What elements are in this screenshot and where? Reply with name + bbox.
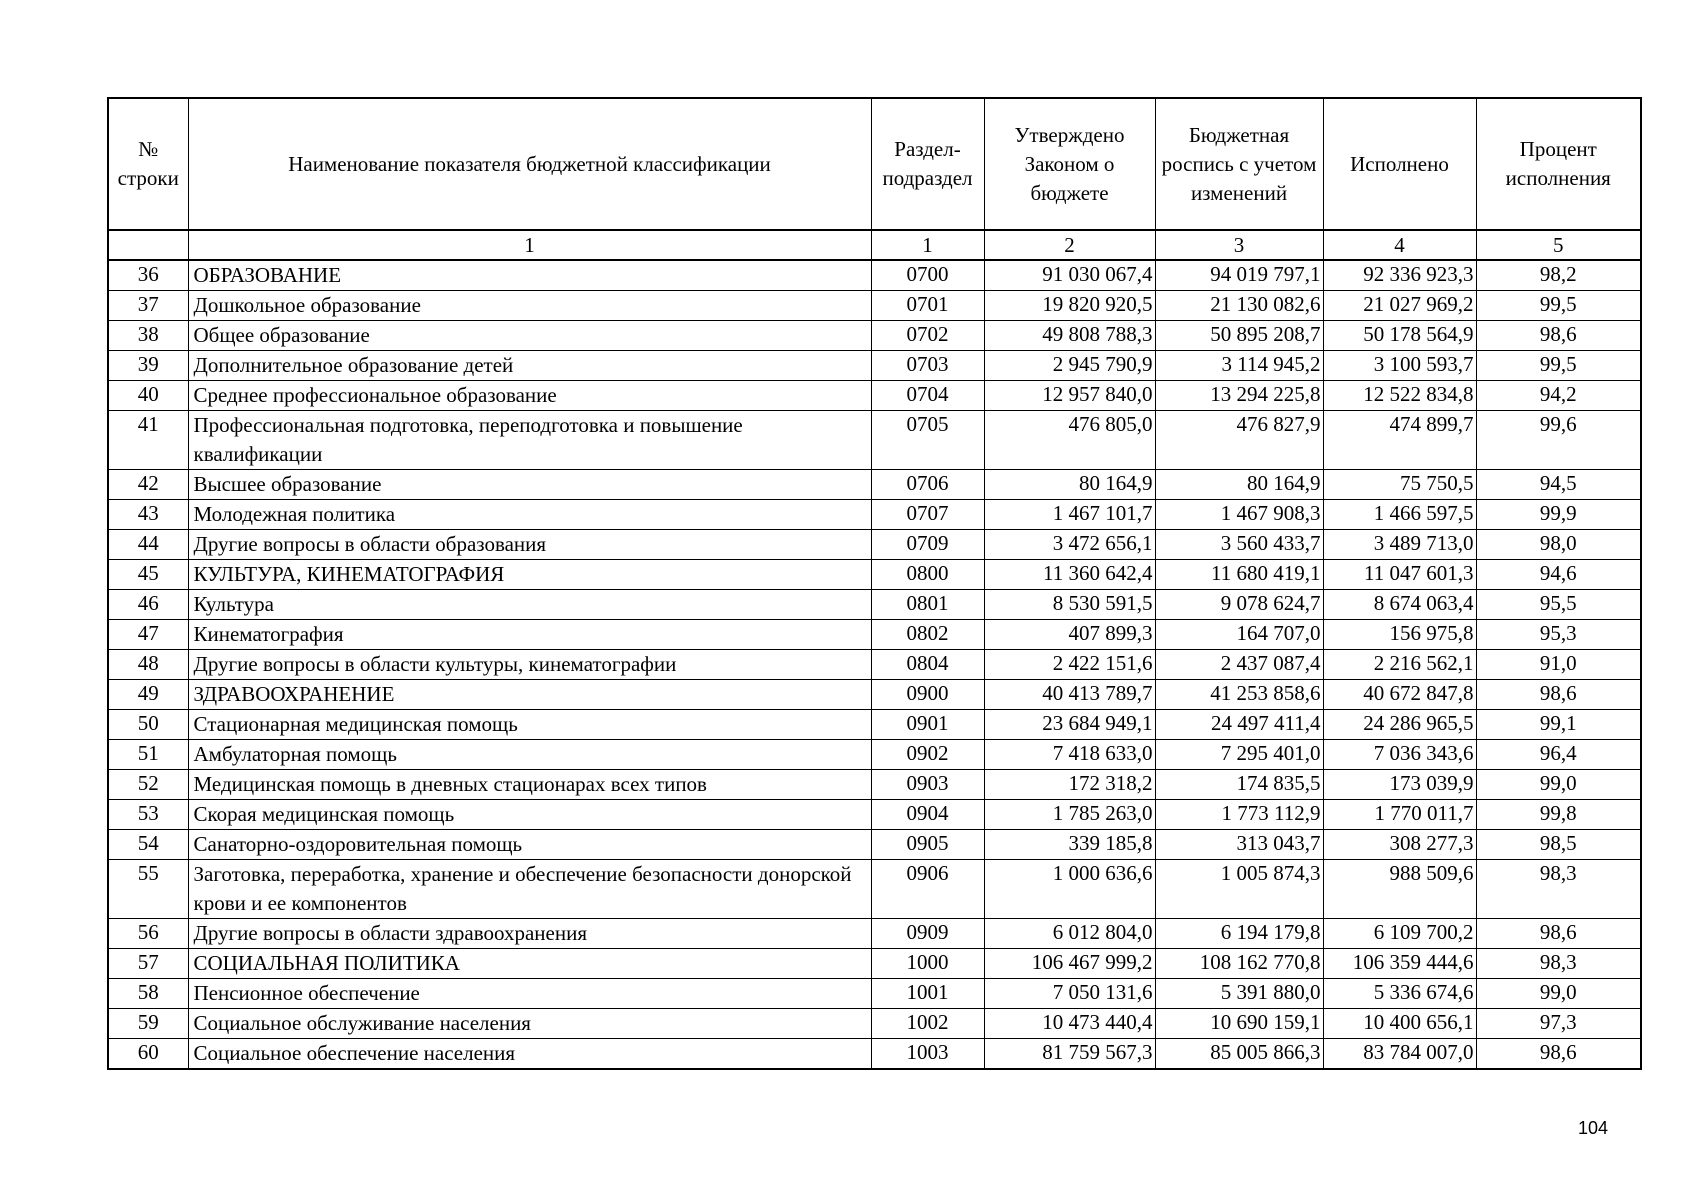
executed-amount: 1 770 011,7 — [1323, 800, 1476, 830]
table-row — [108, 979, 1641, 1009]
executed-amount: 75 750,5 — [1323, 470, 1476, 500]
row-number: 56 — [108, 919, 188, 949]
executed-amount: 2 216 562,1 — [1323, 650, 1476, 680]
indicator-name: Профессиональная подготовка, переподготовка и повышение квалификации — [188, 411, 871, 470]
execution-percent: 98,6 — [1476, 919, 1641, 949]
schedule-amount: 3 560 433,7 — [1155, 530, 1323, 560]
execution-percent: 94,2 — [1476, 381, 1641, 411]
table-row — [108, 411, 1641, 470]
section-code: 0902 — [871, 740, 984, 770]
indicator-name: Пенсионное обеспечение — [188, 979, 871, 1009]
row-number: 36 — [108, 260, 188, 291]
table-row — [108, 1039, 1641, 1070]
table-row — [108, 500, 1641, 530]
executed-amount: 988 509,6 — [1323, 860, 1476, 919]
row-number: 57 — [108, 949, 188, 979]
row-number: 39 — [108, 351, 188, 381]
table-row — [108, 919, 1641, 949]
table-row — [108, 860, 1641, 919]
indicator-name: Культура — [188, 590, 871, 620]
column-number: 1 — [188, 230, 871, 260]
executed-amount: 83 784 007,0 — [1323, 1039, 1476, 1070]
row-number: 54 — [108, 830, 188, 860]
column-number — [108, 230, 188, 260]
execution-percent: 98,5 — [1476, 830, 1641, 860]
row-number: 55 — [108, 860, 188, 919]
row-number: 59 — [108, 1009, 188, 1039]
table-row — [108, 470, 1641, 500]
table-row — [108, 351, 1641, 381]
header-section: Раздел-подраздел — [871, 98, 984, 230]
schedule-amount: 3 114 945,2 — [1155, 351, 1323, 381]
row-number: 52 — [108, 770, 188, 800]
approved-amount: 11 360 642,4 — [984, 560, 1155, 590]
executed-amount: 7 036 343,6 — [1323, 740, 1476, 770]
execution-percent: 99,5 — [1476, 351, 1641, 381]
table-row — [108, 291, 1641, 321]
schedule-amount: 5 391 880,0 — [1155, 979, 1323, 1009]
table-header — [108, 98, 1641, 260]
table-row — [108, 260, 1641, 291]
schedule-amount: 24 497 411,4 — [1155, 710, 1323, 740]
schedule-amount: 7 295 401,0 — [1155, 740, 1323, 770]
schedule-amount: 50 895 208,7 — [1155, 321, 1323, 351]
executed-amount: 308 277,3 — [1323, 830, 1476, 860]
row-number: 50 — [108, 710, 188, 740]
approved-amount: 49 808 788,3 — [984, 321, 1155, 351]
execution-percent: 99,8 — [1476, 800, 1641, 830]
indicator-name: Скорая медицинская помощь — [188, 800, 871, 830]
budget-table — [107, 97, 1642, 1070]
executed-amount: 474 899,7 — [1323, 411, 1476, 470]
approved-amount: 7 418 633,0 — [984, 740, 1155, 770]
schedule-amount: 85 005 866,3 — [1155, 1039, 1323, 1070]
approved-amount: 407 899,3 — [984, 620, 1155, 650]
approved-amount: 40 413 789,7 — [984, 680, 1155, 710]
indicator-name: Социальное обслуживание населения — [188, 1009, 871, 1039]
section-code: 0900 — [871, 680, 984, 710]
execution-percent: 95,5 — [1476, 590, 1641, 620]
header-percent: Процент исполнения — [1476, 98, 1641, 230]
row-number: 60 — [108, 1039, 188, 1070]
approved-amount: 19 820 920,5 — [984, 291, 1155, 321]
indicator-name: Молодежная политика — [188, 500, 871, 530]
column-number-row — [108, 230, 1641, 260]
table-row — [108, 560, 1641, 590]
execution-percent: 99,6 — [1476, 411, 1641, 470]
table-row — [108, 1009, 1641, 1039]
indicator-name: Кинематография — [188, 620, 871, 650]
execution-percent: 99,9 — [1476, 500, 1641, 530]
row-number: 46 — [108, 590, 188, 620]
indicator-name: Амбулаторная помощь — [188, 740, 871, 770]
schedule-amount: 41 253 858,6 — [1155, 680, 1323, 710]
approved-amount: 8 530 591,5 — [984, 590, 1155, 620]
approved-amount: 80 164,9 — [984, 470, 1155, 500]
section-code: 0707 — [871, 500, 984, 530]
schedule-amount: 476 827,9 — [1155, 411, 1323, 470]
approved-amount: 6 012 804,0 — [984, 919, 1155, 949]
execution-percent: 98,3 — [1476, 949, 1641, 979]
section-code: 1000 — [871, 949, 984, 979]
execution-percent: 97,3 — [1476, 1009, 1641, 1039]
section-code: 0705 — [871, 411, 984, 470]
indicator-name: Стационарная медицинская помощь — [188, 710, 871, 740]
table-row — [108, 650, 1641, 680]
section-code: 0706 — [871, 470, 984, 500]
schedule-amount: 2 437 087,4 — [1155, 650, 1323, 680]
approved-amount: 106 467 999,2 — [984, 949, 1155, 979]
table-row — [108, 381, 1641, 411]
row-number: 48 — [108, 650, 188, 680]
execution-percent: 99,1 — [1476, 710, 1641, 740]
schedule-amount: 1 005 874,3 — [1155, 860, 1323, 919]
execution-percent: 99,5 — [1476, 291, 1641, 321]
schedule-amount: 164 707,0 — [1155, 620, 1323, 650]
schedule-amount: 21 130 082,6 — [1155, 291, 1323, 321]
table-row — [108, 530, 1641, 560]
executed-amount: 8 674 063,4 — [1323, 590, 1476, 620]
row-number: 51 — [108, 740, 188, 770]
approved-amount: 2 422 151,6 — [984, 650, 1155, 680]
indicator-name: ОБРАЗОВАНИЕ — [188, 260, 871, 291]
approved-amount: 91 030 067,4 — [984, 260, 1155, 291]
execution-percent: 94,5 — [1476, 470, 1641, 500]
executed-amount: 106 359 444,6 — [1323, 949, 1476, 979]
execution-percent: 94,6 — [1476, 560, 1641, 590]
column-number: 4 — [1323, 230, 1476, 260]
indicator-name: Санаторно-оздоровительная помощь — [188, 830, 871, 860]
schedule-amount: 94 019 797,1 — [1155, 260, 1323, 291]
executed-amount: 40 672 847,8 — [1323, 680, 1476, 710]
indicator-name: ЗДРАВООХРАНЕНИЕ — [188, 680, 871, 710]
executed-amount: 24 286 965,5 — [1323, 710, 1476, 740]
schedule-amount: 80 164,9 — [1155, 470, 1323, 500]
table-row — [108, 710, 1641, 740]
page-number: 104 — [1578, 1118, 1609, 1138]
header-schedule: Бюджетная роспись с учетом изменений — [1155, 98, 1323, 230]
row-number: 53 — [108, 800, 188, 830]
schedule-amount: 6 194 179,8 — [1155, 919, 1323, 949]
executed-amount: 92 336 923,3 — [1323, 260, 1476, 291]
section-code: 0703 — [871, 351, 984, 381]
section-code: 1002 — [871, 1009, 984, 1039]
execution-percent: 99,0 — [1476, 770, 1641, 800]
schedule-amount: 313 043,7 — [1155, 830, 1323, 860]
indicator-name: СОЦИАЛЬНАЯ ПОЛИТИКА — [188, 949, 871, 979]
execution-percent: 98,6 — [1476, 321, 1641, 351]
section-code: 0901 — [871, 710, 984, 740]
indicator-name: Дополнительное образование детей — [188, 351, 871, 381]
section-code: 1003 — [871, 1039, 984, 1070]
executed-amount: 11 047 601,3 — [1323, 560, 1476, 590]
approved-amount: 23 684 949,1 — [984, 710, 1155, 740]
executed-amount: 12 522 834,8 — [1323, 381, 1476, 411]
schedule-amount: 10 690 159,1 — [1155, 1009, 1323, 1039]
table-body — [108, 260, 1641, 1069]
row-number: 44 — [108, 530, 188, 560]
indicator-name: Общее образование — [188, 321, 871, 351]
table-row — [108, 680, 1641, 710]
execution-percent: 98,6 — [1476, 1039, 1641, 1070]
section-code: 0804 — [871, 650, 984, 680]
execution-percent: 91,0 — [1476, 650, 1641, 680]
execution-percent: 96,4 — [1476, 740, 1641, 770]
header-executed: Исполнено — [1323, 98, 1476, 230]
header-approved: Утверждено Законом о бюджете — [984, 98, 1155, 230]
column-number: 3 — [1155, 230, 1323, 260]
row-number: 58 — [108, 979, 188, 1009]
schedule-amount: 1 773 112,9 — [1155, 800, 1323, 830]
execution-percent: 98,6 — [1476, 680, 1641, 710]
section-code: 0700 — [871, 260, 984, 291]
header-name: Наименование показателя бюджетной классификации — [188, 98, 871, 230]
executed-amount: 3 489 713,0 — [1323, 530, 1476, 560]
approved-amount: 172 318,2 — [984, 770, 1155, 800]
row-number: 37 — [108, 291, 188, 321]
approved-amount: 81 759 567,3 — [984, 1039, 1155, 1070]
approved-amount: 339 185,8 — [984, 830, 1155, 860]
schedule-amount: 108 162 770,8 — [1155, 949, 1323, 979]
indicator-name: КУЛЬТУРА, КИНЕМАТОГРАФИЯ — [188, 560, 871, 590]
section-code: 0801 — [871, 590, 984, 620]
section-code: 0704 — [871, 381, 984, 411]
approved-amount: 10 473 440,4 — [984, 1009, 1155, 1039]
approved-amount: 7 050 131,6 — [984, 979, 1155, 1009]
indicator-name: Дошкольное образование — [188, 291, 871, 321]
header-row-no: № строки — [108, 98, 188, 230]
column-number: 1 — [871, 230, 984, 260]
row-number: 47 — [108, 620, 188, 650]
indicator-name: Среднее профессиональное образование — [188, 381, 871, 411]
schedule-amount: 174 835,5 — [1155, 770, 1323, 800]
executed-amount: 156 975,8 — [1323, 620, 1476, 650]
table-row — [108, 321, 1641, 351]
row-number: 38 — [108, 321, 188, 351]
approved-amount: 12 957 840,0 — [984, 381, 1155, 411]
section-code: 0802 — [871, 620, 984, 650]
indicator-name: Другие вопросы в области образования — [188, 530, 871, 560]
schedule-amount: 9 078 624,7 — [1155, 590, 1323, 620]
schedule-amount: 13 294 225,8 — [1155, 381, 1323, 411]
indicator-name: Высшее образование — [188, 470, 871, 500]
execution-percent: 98,2 — [1476, 260, 1641, 291]
table-row — [108, 949, 1641, 979]
column-number: 5 — [1476, 230, 1641, 260]
execution-percent: 95,3 — [1476, 620, 1641, 650]
section-code: 0800 — [871, 560, 984, 590]
execution-percent: 98,0 — [1476, 530, 1641, 560]
approved-amount: 476 805,0 — [984, 411, 1155, 470]
row-number: 41 — [108, 411, 188, 470]
indicator-name: Социальное обеспечение населения — [188, 1039, 871, 1070]
section-code: 0906 — [871, 860, 984, 919]
indicator-name: Заготовка, переработка, хранение и обеспечение безопасности донорской крови и ее компонентов — [188, 860, 871, 919]
section-code: 0904 — [871, 800, 984, 830]
row-number: 40 — [108, 381, 188, 411]
section-code: 0702 — [871, 321, 984, 351]
row-number: 43 — [108, 500, 188, 530]
section-code: 1001 — [871, 979, 984, 1009]
table-row — [108, 740, 1641, 770]
execution-percent: 98,3 — [1476, 860, 1641, 919]
indicator-name: Другие вопросы в области здравоохранения — [188, 919, 871, 949]
executed-amount: 5 336 674,6 — [1323, 979, 1476, 1009]
executed-amount: 21 027 969,2 — [1323, 291, 1476, 321]
section-code: 0909 — [871, 919, 984, 949]
table-row — [108, 590, 1641, 620]
table-row — [108, 770, 1641, 800]
row-number: 42 — [108, 470, 188, 500]
schedule-amount: 11 680 419,1 — [1155, 560, 1323, 590]
approved-amount: 1 785 263,0 — [984, 800, 1155, 830]
approved-amount: 1 000 636,6 — [984, 860, 1155, 919]
indicator-name: Другие вопросы в области культуры, кинематографии — [188, 650, 871, 680]
column-number: 2 — [984, 230, 1155, 260]
executed-amount: 3 100 593,7 — [1323, 351, 1476, 381]
section-code: 0905 — [871, 830, 984, 860]
execution-percent: 99,0 — [1476, 979, 1641, 1009]
section-code: 0701 — [871, 291, 984, 321]
section-code: 0709 — [871, 530, 984, 560]
executed-amount: 10 400 656,1 — [1323, 1009, 1476, 1039]
approved-amount: 2 945 790,9 — [984, 351, 1155, 381]
section-code: 0903 — [871, 770, 984, 800]
executed-amount: 6 109 700,2 — [1323, 919, 1476, 949]
table-row — [108, 620, 1641, 650]
executed-amount: 50 178 564,9 — [1323, 321, 1476, 351]
header-row — [108, 98, 1641, 230]
executed-amount: 173 039,9 — [1323, 770, 1476, 800]
table-row — [108, 830, 1641, 860]
row-number: 49 — [108, 680, 188, 710]
approved-amount: 3 472 656,1 — [984, 530, 1155, 560]
executed-amount: 1 466 597,5 — [1323, 500, 1476, 530]
schedule-amount: 1 467 908,3 — [1155, 500, 1323, 530]
table-row — [108, 800, 1641, 830]
row-number: 45 — [108, 560, 188, 590]
indicator-name: Медицинская помощь в дневных стационарах всех типов — [188, 770, 871, 800]
approved-amount: 1 467 101,7 — [984, 500, 1155, 530]
